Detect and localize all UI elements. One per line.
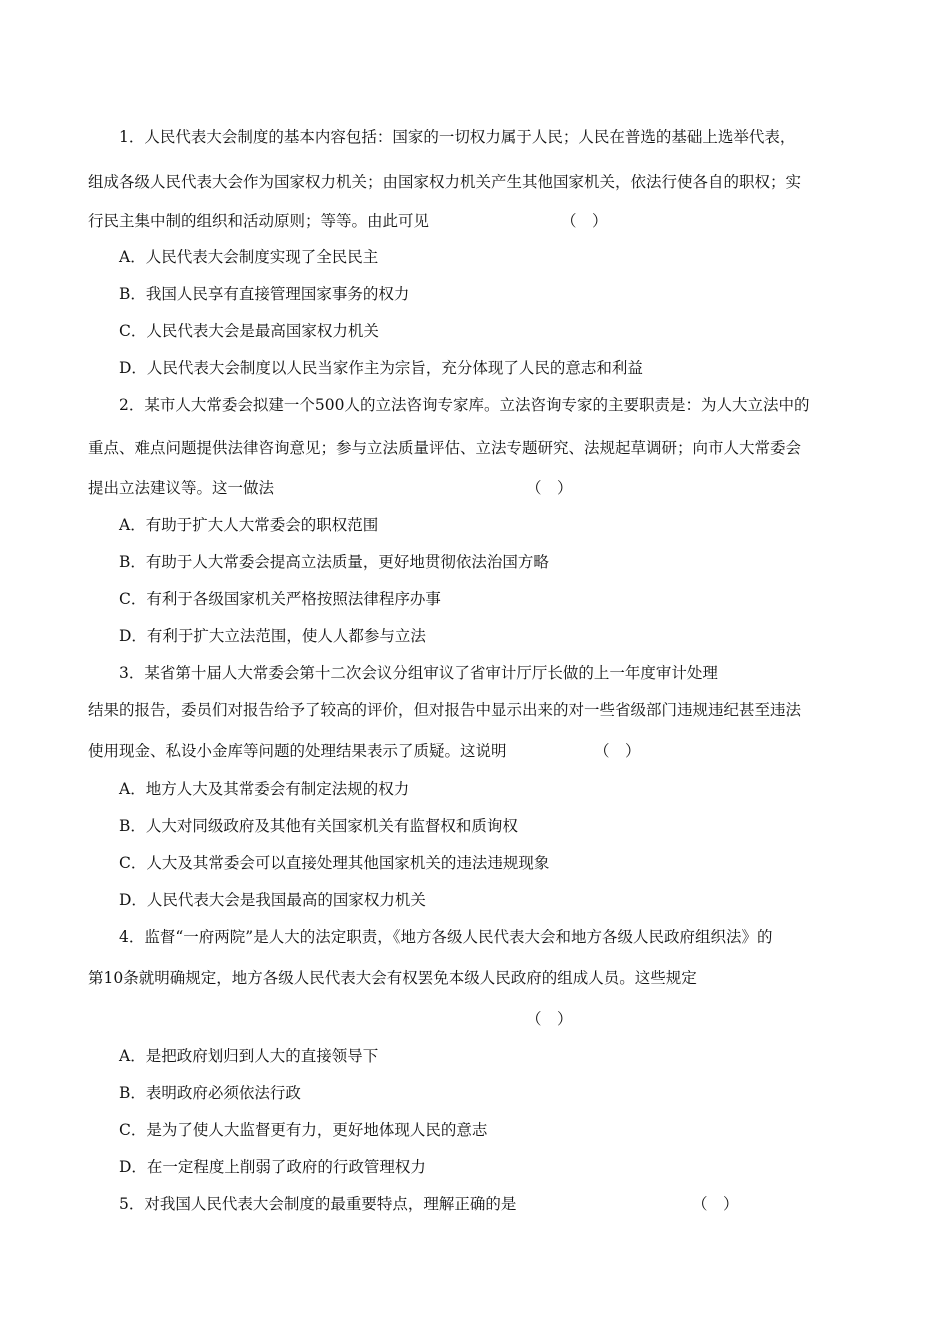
question-1-stem: 行民主集中制的组织和活动原则；等等。由此可见 xyxy=(88,212,430,230)
question-3-option-c: C．人大及其常委会可以直接处理其他国家机关的违法违规现象 xyxy=(119,854,550,872)
question-1-option-b: B．我国人民享有直接管理国家事务的权力 xyxy=(119,285,410,303)
question-1-option-a: A．人民代表大会制度实现了全民民主 xyxy=(119,248,379,266)
question-4-option-b: B．表明政府必须依法行政 xyxy=(119,1084,301,1102)
question-2-option-a: A．有助于扩大人大常委会的职权范围 xyxy=(119,516,379,534)
question-2-stem: 重点、难点问题提供法律咨询意见；参与立法质量评估、立法专题研究、法规起草调研；向市人大常委会 xyxy=(88,439,802,457)
question-3-option-d: D．人民代表大会是我国最高的国家权力机关 xyxy=(119,891,426,909)
question-4-option-d: D．在一定程度上削弱了政府的行政管理权力 xyxy=(119,1158,426,1176)
question-4-answer-blank: （ ） xyxy=(526,1010,573,1028)
question-4-option-c: C．是为了使人大监督更有力，更好地体现人民的意志 xyxy=(119,1121,488,1139)
question-3-option-b: B．人大对同级政府及其他有关国家机关有监督权和质询权 xyxy=(119,817,518,835)
question-1-answer-blank: （ ） xyxy=(561,212,608,230)
question-4-stem: 第10条就明确规定，地方各级人民代表大会有权罢免本级人民政府的组成人员。这些规定 xyxy=(88,969,697,987)
question-3-stem: 结果的报告，委员们对报告给予了较高的评价，但对报告中显示出来的对一些省级部门违规违纪甚至违法 xyxy=(88,701,802,719)
question-4-option-a: A．是把政府划归到人大的直接领导下 xyxy=(119,1047,379,1065)
question-2-option-d: D．有利于扩大立法范围，使人人都参与立法 xyxy=(119,627,426,645)
question-5-answer-blank: （ ） xyxy=(692,1195,739,1213)
question-3-answer-blank: （ ） xyxy=(594,742,641,760)
question-3-stem: 3．某省第十届人大常委会第十二次会议分组审议了省审计厅厅长做的上一年度审计处理 xyxy=(119,664,718,682)
question-4-stem: 4．监督“一府两院”是人大的法定职责，《地方各级人民代表大会和地方各级人民政府组织法》的 xyxy=(119,928,773,946)
question-3-stem: 使用现金、私设小金库等问题的处理结果表示了质疑。这说明 xyxy=(88,742,507,760)
question-2-stem: 提出立法建议等。这一做法 xyxy=(88,479,275,497)
question-5-stem: 5．对我国人民代表大会制度的最重要特点，理解正确的是 xyxy=(119,1195,517,1213)
question-1-option-d: D．人民代表大会制度以人民当家作主为宗旨，充分体现了人民的意志和利益 xyxy=(119,359,643,377)
question-2-option-b: B．有助于人大常委会提高立法质量，更好地贯彻依法治国方略 xyxy=(119,553,549,571)
question-1-stem: 组成各级人民代表大会作为国家权力机关；由国家权力机关产生其他国家机关，依法行使各自的职权；实 xyxy=(88,173,802,191)
question-2-option-c: C．有利于各级国家机关严格按照法律程序办事 xyxy=(119,590,441,608)
question-3-option-a: A．地方人大及其常委会有制定法规的权力 xyxy=(119,780,410,798)
question-1-stem: 1．人民代表大会制度的基本内容包括：国家的一切权力属于人民；人民在普选的基础上选举代表， xyxy=(119,128,796,146)
question-2-answer-blank: （ ） xyxy=(526,479,573,497)
question-1-option-c: C．人民代表大会是最高国家权力机关 xyxy=(119,322,379,340)
question-2-stem: 2．某市人大常委会拟建一个500人的立法咨询专家库。立法咨询专家的主要职责是：为人大立法中的 xyxy=(119,396,810,414)
